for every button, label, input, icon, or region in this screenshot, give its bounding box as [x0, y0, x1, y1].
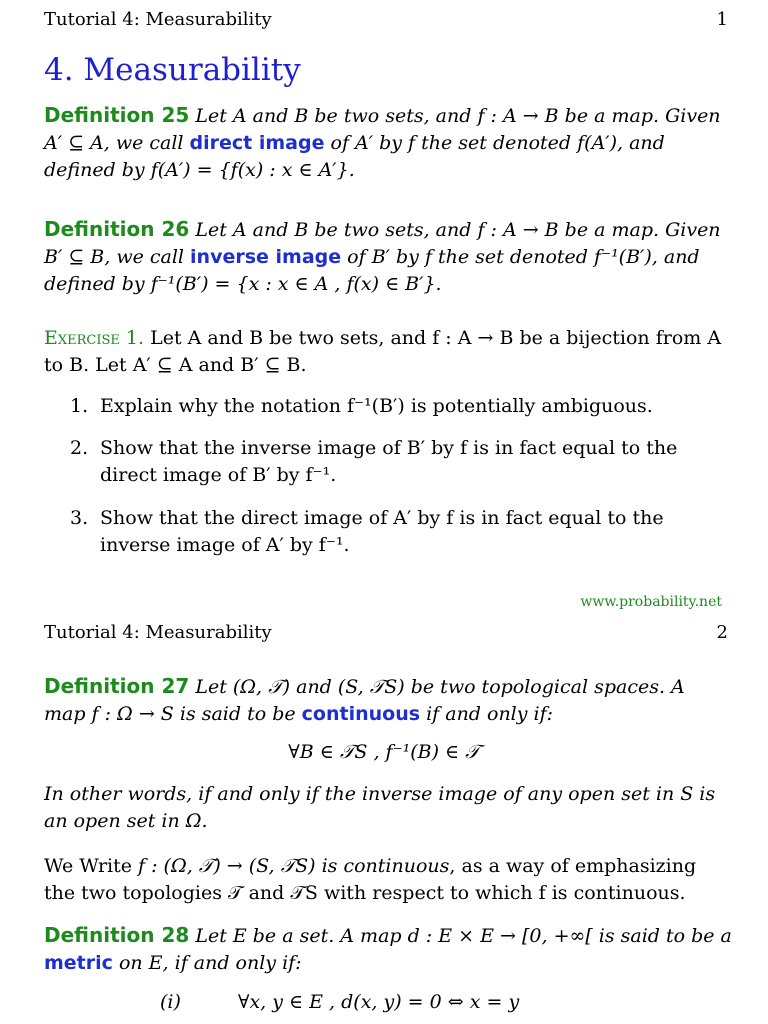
definition-25: [44, 102, 732, 184]
definition-text: Let (Ω, 𝒯) and (S, 𝒯S) be two topological spaces. A map f : Ω → S is said to be: [44, 676, 685, 725]
definition-26: [44, 216, 732, 298]
page-number: 2: [716, 622, 728, 643]
defined-term: direct image: [189, 132, 325, 154]
exercise-1: [44, 325, 732, 379]
item-text: Show that the inverse image of B′ by f is in fact equal to the direct image of B′ by f⁻¹.: [100, 437, 678, 486]
defined-term: metric: [44, 952, 113, 974]
defined-term: inverse image: [190, 246, 342, 268]
item-text: Show that the direct image of A′ by f is in fact equal to the inverse image of A′ by f⁻¹.: [100, 507, 664, 556]
item-text: Explain why the notation f⁻¹(B′) is potentially ambiguous.: [100, 395, 653, 417]
footer-link[interactable]: www.probability.net: [580, 594, 722, 610]
definition-28: [44, 922, 732, 977]
definition-text: of A′ by f the set denoted f(A′), and defined by f(A′) = {f(x) : x ∈ A′}.: [44, 132, 665, 181]
definition-label: Definition 26: [44, 217, 190, 241]
definition-27: [44, 673, 732, 728]
exercise-text: Let A and B be two sets, and f : A → B be a bijection from A to B. Let A′ ⊆ A and B′ ⊆ B.: [44, 327, 722, 376]
list-item: [70, 435, 730, 489]
continuity-formula: ∀B ∈ 𝒯S , f⁻¹(B) ∈ 𝒯: [288, 741, 480, 763]
definition-text: if and only if:: [420, 703, 554, 725]
definition-label: Definition 25: [44, 103, 190, 127]
definition-remark: In other words, if and only if the inverse image of any open set in S is an open set in Ω.: [44, 783, 716, 832]
definition-text: on E, if and only if:: [112, 952, 302, 974]
definition-label: Definition 28: [44, 923, 190, 947]
item-number: 3.: [70, 507, 89, 529]
definition-text: Let A and B be two sets, and f : A → B be a map. Given B′ ⊆ B, we call: [44, 219, 721, 268]
paragraph-text: , as a way of emphasizing the two topologies 𝒯 and 𝒯S with respect to which f is continuous.: [44, 855, 697, 904]
running-header: Tutorial 4: Measurability: [44, 622, 272, 643]
condition-label: (i): [160, 991, 181, 1013]
defined-term: continuous: [301, 703, 421, 725]
notation-paragraph: [44, 853, 732, 907]
page-number: 1: [716, 9, 728, 30]
list-item: [70, 505, 730, 559]
section-title: 4. Measurability: [44, 52, 301, 88]
definition-text: of B′ by f the set denoted f⁻¹(B′), and defined by f⁻¹(B′) = {x : x ∈ A , f(x) ∈ B′}.: [44, 246, 700, 295]
paragraph-math: f : (Ω, 𝒯) → (S, 𝒯S) is continuous: [138, 855, 450, 877]
condition-formula: ∀x, y ∈ E , d(x, y) = 0 ⇔ x = y: [238, 991, 520, 1013]
definition-label: Definition 27: [44, 674, 190, 698]
item-number: 2.: [70, 437, 89, 459]
exercise-label: Exercise 1.: [44, 327, 145, 349]
list-item: [70, 393, 730, 420]
running-header: Tutorial 4: Measurability: [44, 9, 272, 30]
definition-text: Let A and B be two sets, and f : A → B be a map. Given A′ ⊆ A, we call: [44, 105, 721, 154]
definition-text: Let E be a set. A map d : E × E → [0, +∞[ is said to be a: [195, 925, 732, 947]
paragraph-text: We Write: [44, 855, 139, 877]
item-number: 1.: [70, 395, 89, 417]
